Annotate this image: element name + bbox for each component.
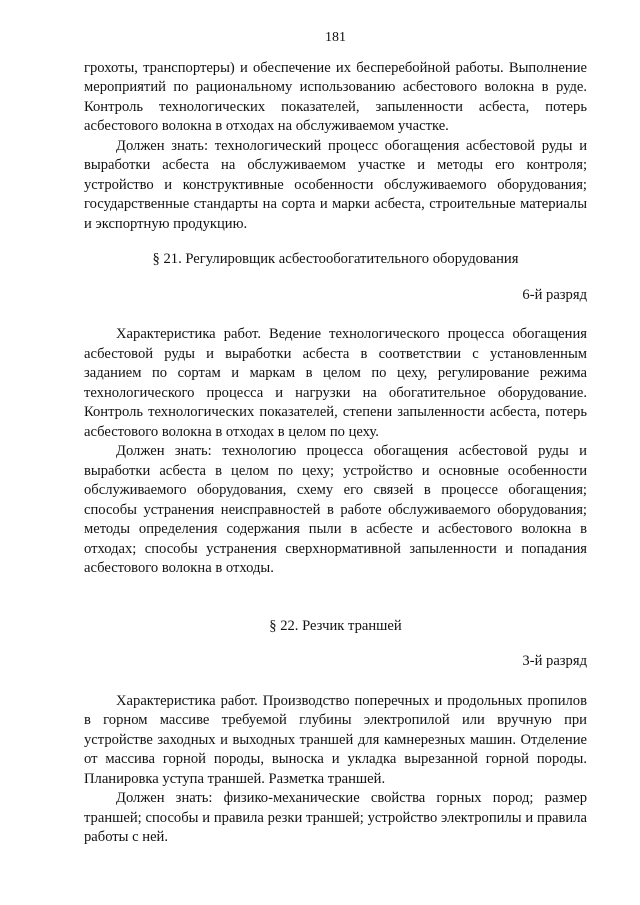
continued-characteristics: грохоты, транспортеры) и обеспечение их бесперебойной работы. Выполнение мероприятий по рациональному использованию асбестового волокна в руде. Контроль технологических показателей, запыленности асбеста, потерь асбестового волокна в отходах на обслуживаемом участке. [84, 59, 587, 134]
must-know: Должен знать: технологию процесса обогащения асбестовой руды и выработки асбеста в целом по цеху; устройство и основные особенности обслуживаемого оборудования, схему его связей в процессе обогащения; способы устранения неисправностей в работе обслуживаемого оборудования; методы определения содержания пыли в асбесте и асбестового волокна в отходах; способы устранения сверхнормативной запыленности и попадания асбестового волокна в отходы. [84, 443, 587, 576]
section-title: § 22. Резчик траншей [269, 617, 402, 634]
page-number: 181 [325, 30, 346, 45]
section-21 [84, 250, 587, 579]
grade-label: 6-й разряд [522, 286, 587, 303]
section-22 [84, 617, 587, 848]
work-characteristics: Характеристика работ. Ведение технологического процесса обогащения асбестовой руды и выработки асбеста в соответствии с установленным заданием по сортам и маркам в целом по цеху, регулирование режима технологического процесса и нагрузки на обогатительное оборудование. Контроль технологических показателей, степени запыленности асбеста, потерь асбестового волокна в отходах в целом по цеху. [84, 326, 587, 440]
work-characteristics: Характеристика работ. Производство поперечных и продольных пропилов в горном массиве требуемой глубины электропилой или вручную при устройстве заходных и выходных траншей для камнерезных машин. Отделение от массива горной породы, выноска и укладка вырезанной горной породы. Планировка уступа траншей. Разметка траншей. [84, 692, 587, 787]
grade-label: 3-й разряд [522, 653, 587, 669]
document-page [84, 28, 587, 848]
must-know: Должен знать: физико-механические свойства горных пород; размер траншей; способы и правила резки траншей; устройство электропилы и правила работы с ней. [84, 790, 587, 845]
section-title: § 21. Регулировщик асбестообогатительного оборудования [152, 251, 519, 267]
continued-must-know: Должен знать: технологический процесс обогащения асбестовой руды и выработки асбеста на обслуживаемом участке и методы его контроля; устройство и конструктивные особенности обслуживаемого оборудования; государственные стандарты на сорта и марки асбеста, строительные материалы и экспортную продукцию. [84, 137, 587, 232]
